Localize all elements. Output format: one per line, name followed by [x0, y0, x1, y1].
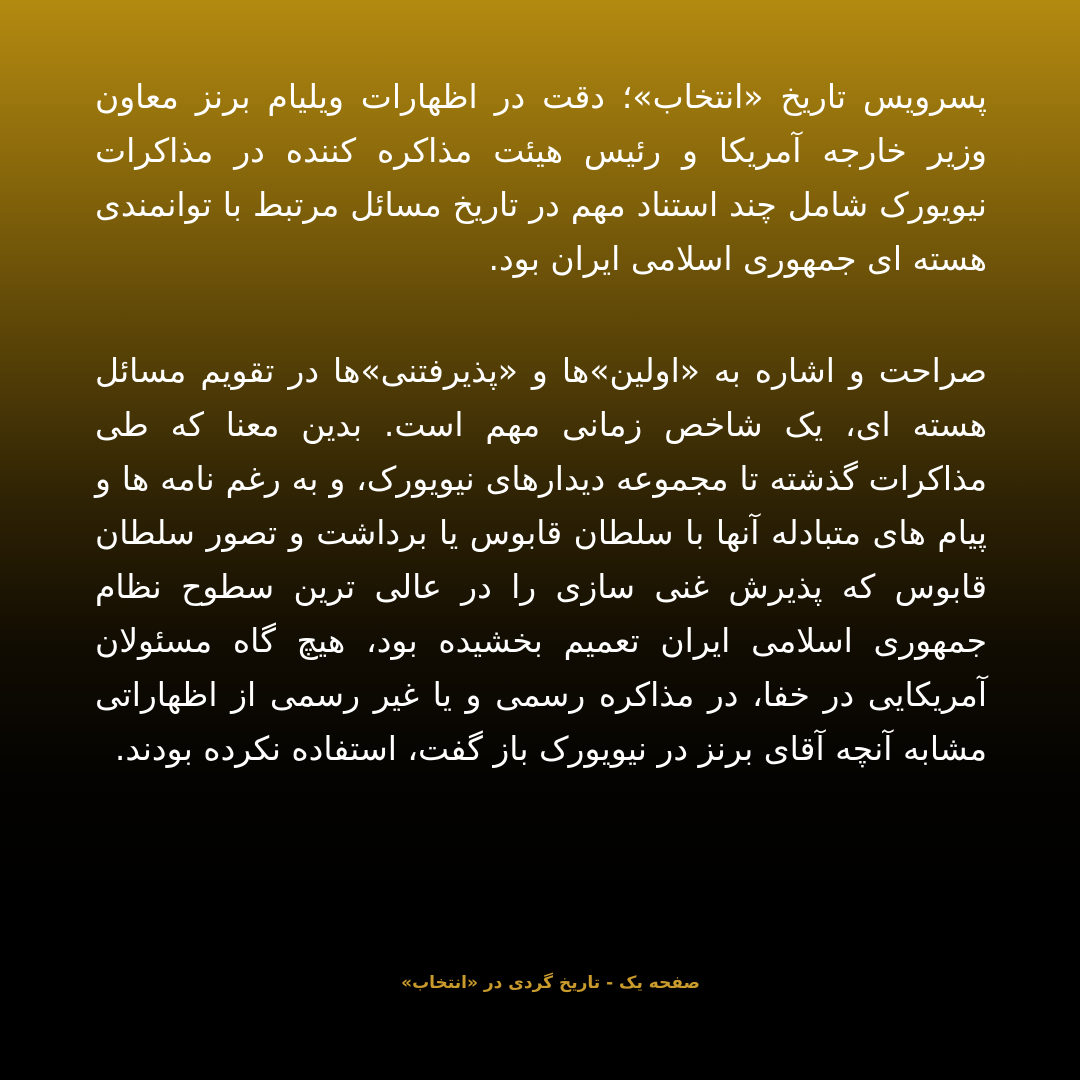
body-paragraph-1: پسرویس تاریخ «انتخاب»؛ دقت در اظهارات ویلیام برنز معاون وزیر خارجه آمریکا و رئیس هیئت مذاکره کننده در مذاکرات نیویورک شامل چند استناد مهم در تاریخ مسائل مرتبط با توانمندی هسته ای جمهوری اسلامی ایران بود. [95, 77, 987, 278]
page-caption: صفحه یک - تاریخ گردی در «انتخاب» [401, 973, 700, 993]
body-paragraph-2: صراحت و اشاره به «اولین»ها و «پذیرفتنی»ها در تقویم مسائل هسته ای، یک شاخص زمانی مهم است. بدین معنا که طی مذاکرات گذشته تا مجموعه دیدارهای نیویورک، و به رغم نامه ها و پیام های متبادله آنها با سلطان قابوس یا برداشت و تصور سلطان قابوس که پذیرش غنی سازی را در عالی ترین سطوح نظام جمهوری اسلامی ایران تعمیم بخشیده بود، هیچ گاه مسئولان آمریکایی در خفا، در مذاکره رسمی و یا غیر رسمی از اظهاراتی مشابه آنچه آقای برنز در نیویورک باز گفت، استفاده نکرده بودند. [95, 351, 987, 768]
